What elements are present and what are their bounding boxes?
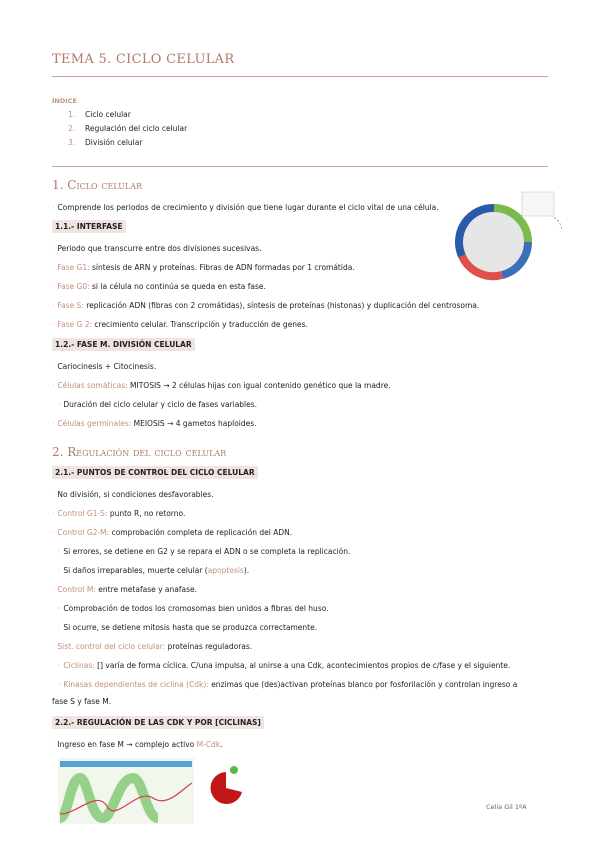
text-line: · Control M: entre metafase y anafase.	[52, 585, 198, 594]
text-line: · Kinasas dependientes de ciclina (Cdk): enzimas que (des)activan proteínas blanco por fosforilación y controlan ingreso a	[58, 680, 518, 689]
text-line: fase S y fase M.	[52, 697, 112, 706]
index-heading: ÍNDICE	[52, 97, 77, 105]
section-heading: 1. Ciclo celular	[52, 178, 143, 192]
text-line: · Fase G 2: crecimiento celular. Transcripción y traducción de genes.	[52, 320, 308, 329]
text-line: · Células germinales: MEIOSIS → 4 gametos haploides.	[52, 419, 257, 428]
text-line: · No división, si condiciones desfavorables.	[52, 490, 214, 499]
toc-item[interactable]: 3. División celular	[68, 138, 143, 147]
text-line: · Ciclinas: [] varía de forma cíclica. C/una impulsa, al unirse a una Cdk, acontecimientos propios de c/fase y el siguiente.	[58, 661, 511, 670]
toc-item[interactable]: 2. Regulación del ciclo celular	[68, 124, 188, 133]
subsection-heading: 1.2.- FASE M. DIVISIÓN CELULAR	[52, 338, 195, 351]
subsection-heading: 1.1.- INTERFASE	[52, 220, 126, 233]
toc-item[interactable]: 1. Ciclo celular	[68, 110, 131, 119]
pacman-enzyme-image	[206, 764, 246, 808]
footer-author: Celia Gil 1ºA	[486, 803, 527, 811]
text-line: · Comprobación de todos los cromosomas bien unidos a fibras del huso.	[58, 604, 329, 613]
text-line: · Comprende los periodos de crecimiento y división que tiene lugar durante el ciclo vital de una célula.	[52, 203, 439, 212]
divider	[52, 76, 548, 77]
text-line: · Fase G1: síntesis de ARN y proteínas. Fibras de ADN formadas por 1 cromátida.	[52, 263, 355, 272]
text-line: · Fase G0: si la célula no continúa se queda en esta fase.	[52, 282, 266, 291]
section-heading: 2. Regulación del ciclo celular	[52, 445, 227, 459]
subsection-heading: 2.2.- REGULACIÓN DE LAS CDK Y POR [CICLINAS]	[52, 716, 264, 729]
text-line: · Células somáticas: MITOSIS → 2 células hijas con igual contenido genético que la madre.	[52, 381, 391, 390]
text-line: · Sist. control del ciclo celular: proteínas reguladoras.	[52, 642, 253, 651]
subsection-heading: 2.1.- PUNTOS DE CONTROL DEL CICLO CELULAR	[52, 466, 258, 479]
text-line: · Cariocinesis + Citocinesis.	[52, 362, 157, 371]
text-line: · Si daños irreparables, muerte celular (apoptosis).	[58, 566, 250, 575]
text-line: · Control G1-S: punto R, no retorno.	[52, 509, 186, 518]
divider	[52, 166, 548, 167]
cell-cycle-diagram-image	[442, 186, 562, 288]
text-line: · Ingreso en fase M → complejo activo M-Cdk.	[52, 740, 223, 749]
text-line: · Si errores, se detiene en G2 y se repara el ADN o se completa la replicación.	[58, 547, 351, 556]
text-line: · Periodo que transcurre entre dos divisiones sucesivas.	[52, 244, 262, 253]
text-line: · Si ocurre, se detiene mitosis hasta que se produzca correctamente.	[58, 623, 318, 632]
text-line: · Duración del ciclo celular y ciclo de fases variables.	[58, 400, 258, 409]
text-line: · Fase S: replicación ADN (fibras con 2 cromátidas), síntesis de proteínas (histonas) y duplicación del centrosoma.	[52, 301, 480, 310]
cyclin-graph-image	[58, 758, 194, 824]
page-title: TEMA 5. CICLO CELULAR	[52, 52, 235, 67]
table-of-contents	[68, 110, 187, 152]
text-line: · Control G2-M: comprobación completa de replicación del ADN.	[52, 528, 293, 537]
